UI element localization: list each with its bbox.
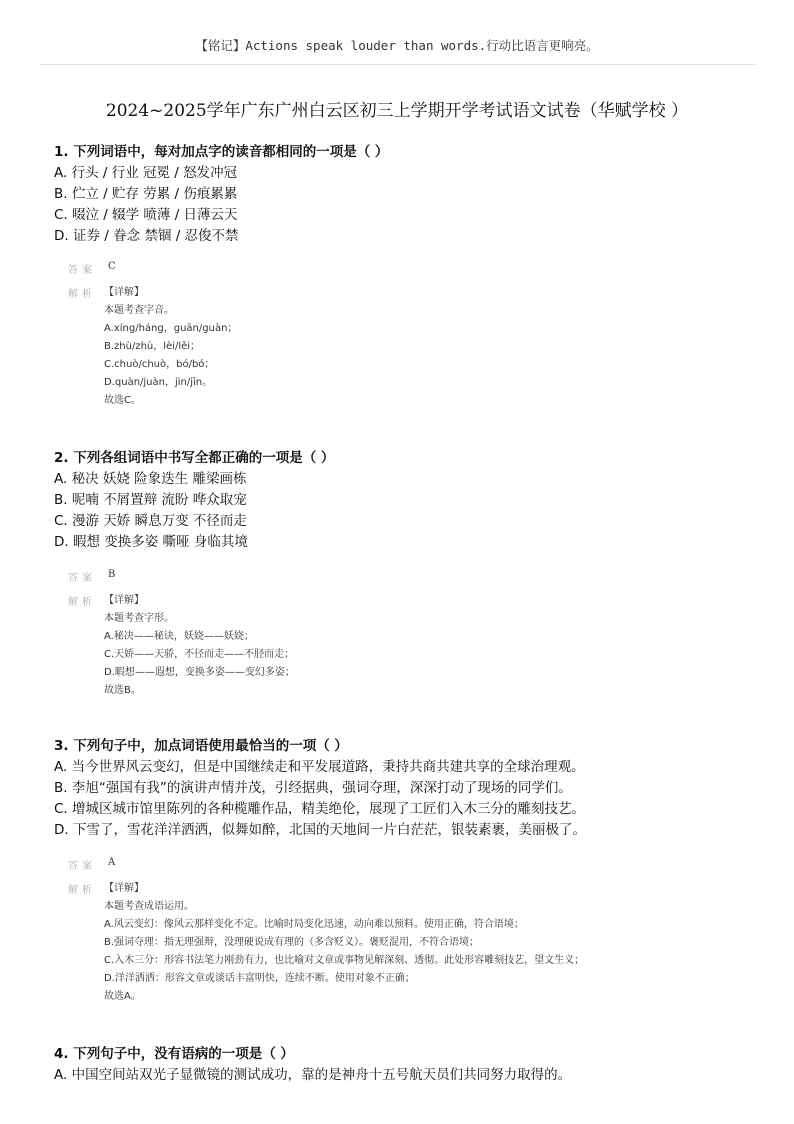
option-a: A. 中国空间站双光子显微镜的测试成功，靠的是神舟十五号航天员们共同努力取得的。 <box>54 1067 572 1083</box>
option-d: D. 暇想 变换多姿 嘶哑 身临其境 <box>54 534 248 550</box>
option-c: C. 啜泣 / 辍学 喷薄 / 日薄云天 <box>54 207 238 223</box>
analysis-line: A.xíng/háng，guān/guàn； <box>104 323 238 334</box>
analysis-label: 解析 <box>68 885 96 896</box>
option-b: B. 李旭“强国有我”的演讲声情并茂，引经据典，强词夺理，深深打动了现场的同学们。 <box>54 780 572 796</box>
analysis-block <box>54 592 334 700</box>
analysis-line: 本题考查字音。 <box>104 305 174 316</box>
answer-row <box>54 569 334 584</box>
analysis-line: 故选B。 <box>104 685 141 696</box>
answer-label: 答案 <box>68 861 96 872</box>
analysis-line: C.天娇——天骄，不径而走——不胫而走； <box>104 649 295 660</box>
analysis-line: C.入木三分：形容书法笔力刚劲有力，也比喻对文章或事物见解深刻、透彻。此处形容雕刻技艺，望文生义； <box>104 955 585 966</box>
page-header-motto: 【铭记】Actions speak louder than words.行动比语言更响亮。 <box>195 38 599 53</box>
analysis-label: 解析 <box>68 289 96 300</box>
question-4 <box>54 1043 571 1086</box>
analysis-line: B.强词夺理：指无理强辩，没理硬说成有理的（多含贬义）。褒贬混用，不符合语境； <box>104 937 480 948</box>
analysis-block <box>54 880 586 1006</box>
analysis-line: 【详解】 <box>104 595 144 606</box>
analysis-line: A.风云变幻：像风云那样变化不定。比喻时局变化迅速，动向难以预料。使用正确，符合语境； <box>104 919 524 930</box>
question-3 <box>54 735 586 1006</box>
answer-label: 答案 <box>68 573 96 584</box>
header-divider <box>40 64 756 65</box>
option-b: B. 伫立 / 贮存 劳累 / 伤痕累累 <box>54 186 238 202</box>
question-title: 3. 下列句子中，加点词语使用最恰当的一项（ ） <box>54 738 348 754</box>
answer-value: B <box>108 569 116 580</box>
analysis-block <box>54 284 388 410</box>
option-d: D. 证券 / 眷念 禁锢 / 忍俊不禁 <box>54 228 239 244</box>
option-c: C. 漫游 天娇 瞬息万变 不径而走 <box>54 513 247 529</box>
analysis-line: C.chuò/chuò，bó/bó； <box>104 359 215 370</box>
analysis-line: A.秘决——秘诀，妖娆——妖娆； <box>104 631 254 642</box>
analysis-line: D.quàn/juàn，jìn/jīn。 <box>104 377 213 388</box>
option-a: A. 秘决 妖娆 险象迭生 雕梁画栋 <box>54 471 247 487</box>
analysis-line: 故选C。 <box>104 395 141 406</box>
analysis-label: 解析 <box>68 597 96 608</box>
analysis-line: B.zhù/zhù，lèi/lěi； <box>104 341 201 352</box>
answer-value: A <box>108 857 116 868</box>
option-a: A. 当今世界风云变幻，但是中国继续走和平发展道路，秉持共商共建共享的全球治理观。 <box>54 759 585 775</box>
answer-row <box>54 857 586 872</box>
option-a: A. 行头 / 行业 冠冕 / 怒发冲冠 <box>54 165 238 181</box>
analysis-line: D.洋洋洒洒：形容文章或谈话丰富明快，连续不断。使用对象不正确； <box>104 973 415 984</box>
analysis-line: 【详解】 <box>104 883 144 894</box>
option-d: D. 下雪了，雪花洋洋洒洒，似舞如醉，北国的天地间一片白茫茫，银装素裹，美丽极了。 <box>54 822 586 838</box>
answer-row <box>54 261 388 276</box>
analysis-line: 【详解】 <box>104 287 144 298</box>
question-title: 4. 下列句子中，没有语病的一项是（ ） <box>54 1046 294 1062</box>
question-1 <box>54 141 388 410</box>
answer-value: C <box>108 261 116 272</box>
question-2 <box>54 447 334 700</box>
option-b: B. 呢喃 不屑置辩 流盼 哗众取宠 <box>54 492 247 508</box>
option-c: C. 增城区城市馆里陈列的各种榄雕作品，精美绝伦，展现了工匠们入木三分的雕刻技艺。 <box>54 801 586 817</box>
analysis-line: 本题考查字形。 <box>104 613 174 624</box>
page-title: 2024~2025学年广东广州白云区初三上学期开学考试语文试卷（华赋学校 ） <box>105 101 689 121</box>
answer-label: 答案 <box>68 265 96 276</box>
question-title: 1. 下列词语中，每对加点字的读音都相同的一项是（ ） <box>54 144 389 160</box>
analysis-line: 故选A。 <box>104 991 141 1002</box>
question-title: 2. 下列各组词语中书写全都正确的一项是（ ） <box>54 450 335 466</box>
analysis-line: 本题考查成语运用。 <box>104 901 194 912</box>
analysis-line: D.暇想——遐想，变换多姿——变幻多姿； <box>104 667 295 678</box>
